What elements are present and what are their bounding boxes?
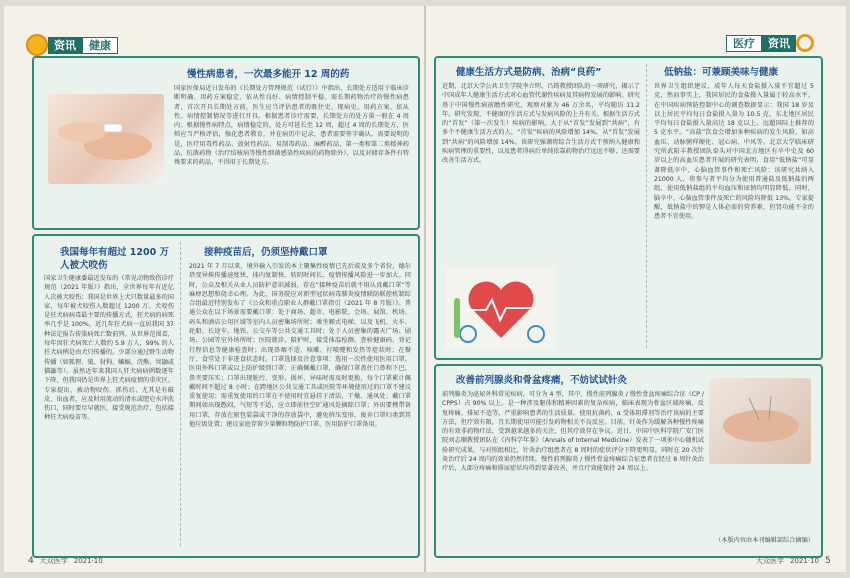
right-issue-date: 2021·10 (790, 557, 819, 565)
article-lifestyle-title: 健康生活方式是防病、治病“良药” (456, 67, 602, 78)
acupuncture-hands-icon (709, 378, 811, 464)
magnifier-icon (796, 34, 814, 52)
photo-hands-medication (48, 94, 164, 184)
article-acupuncture-title: 改善前列腺炎和骨盆疼痛，不妨试试针灸 (456, 375, 628, 386)
heart-fitness-illustration-icon (446, 268, 556, 350)
photo-acupuncture (709, 378, 811, 464)
right-tag-light: 医疗 (726, 35, 762, 52)
article-chronic-title: 慢性病患者，一次最多能开 12 周的药 (187, 69, 350, 80)
editor-credit: （本版内容由本刊编辑部综合摘编） (715, 537, 814, 544)
right-tag-dark: 资讯 (762, 35, 796, 52)
left-issue-date: 2021·10 (73, 557, 103, 565)
right-column-divider (646, 64, 647, 348)
left-header-tags (26, 34, 118, 56)
article-acupuncture-body: 前列腺炎为泌尿外科常见疾病，可分为 4 型，其中，慢性前列腺炎 / 慢性骨盆疼痛综合征（CP / CPPS）占 90% 以上。是一种涉及躯体和精神因素的复杂疾病，临床表现为骨盆区域疼痛、反复疼痛、排尿不适等，严重影响患者的生活质量。使用抗菌药、α 受体阻滞剂等治疗该病的主要方法，但疗效有限，且长期使用可能引发药物相关不良反应。目前，针灸作为缓解各种慢性疼痛的有效非药物疗法，受到越来越多的关注，但其疗效存在争议。近日，中国中医科学院广安门医院刘志顺教授团队在《内科学年鉴》（Annals of Internal Medicine）发表了一项多中心随机试验研究成果，与对照组相比，针灸治疗组患者在 8 周时的症状评分下降更明显，同时在 20 次针灸治疗后 24 周内的效果仍然持续。慢性前列腺炎 / 慢性骨盆疼痛综合征患者在经过 8 周针灸治疗后，大部分疼痛和排尿症状均得到显著改善，并且疗效能保持 24 周以上。 (442, 391, 704, 473)
lightbulb-icon (26, 34, 48, 56)
left-tag-dark: 资讯 (48, 37, 82, 54)
right-magazine-name: 大众医学 (756, 557, 784, 565)
article-mask-title: 接种疫苗后，仍须坚持戴口罩 (204, 247, 328, 258)
left-tag-light: 健康 (82, 37, 118, 54)
health-illustration (446, 268, 556, 350)
right-page (426, 6, 846, 572)
article-dog-bite-body: 国家卫生健康委最近发布的《常见动物致伤诊疗规范（2021 年版）》指出，全世界每年有近亿人次被犬咬伤；我国是世界上犬只数量最多的国家，每年被犬咬伤人数超过 1200 万。犬咬伤是狂犬病病毒最主要的传播方式，狂犬病的病死率几乎是 100%，近几年狂犬病一直居我国 37 种法定报告传染病死亡数前列。从世界范围看，每年因狂犬病死亡人数约 5.9 万人，99% 的人狂犬病例是由犬只传播的。少部分通过野生动物传播（如狐狸、狼、豺狗、蝙蝠、浣熊、臭鼬或猫鼬等）。虽然近年来我国人狂犬病病例数逐年下降，但我国仍是世界上狂犬病疫情的重灾区。专家提出，被动物咬伤、抓伤后，尤其是有破皮、出血者，应及时用流动的清水或肥皂水冲洗伤口，同时要尽早就医，接受规范治疗，包括接种狂犬病疫苗等。 (44, 275, 174, 422)
left-magazine-name: 大众医学 (39, 557, 68, 565)
article-chronic-body-a: 国家医保局近日发布的《长期处方管理规范（试行）》中指出，长期处方适用于临床诊断明确、用药方案稳定、依从性良好、病情控制平稳、需长期药物治疗的慢性病患者，首次开具长期处方前，医生应当评估患者的既往史、现病史、用药方案、依从性、病情控制情况等进行开具。根据患者诊疗需要，长期处方的处方量一般在 4 周内；根据慢性病特点，病情稳定的，处方可延长至 12 周，超过 4 周的长期处方，医师应当严格评估，强化患者教育，并在病历中记录，患者需要签字确认。需要说明的是，医疗用毒性药品、放射性药品、易制毒药品、麻醉药品、第一类和第二类精神药品，抗菌药物（治疗结核病等慢性细菌感染性疾病的药物除外），以及对储存条件有特殊要求的药品，不得用于长期处方。 (174, 85, 409, 167)
left-page (4, 6, 424, 572)
article-dog-bite-title: 我国每年有超过 1200 万人被犬咬伤 (60, 247, 170, 271)
article-low-sodium-body: 世界卫生组织建议，成年人每天食盐摄入量不宜超过 5 克，然而事实上，我国居民的食盐摄入量属于较高水平。在中国疾病预防控制中心的调查数据显示：我国 18 岁及以上居民平均每日食盐摄入量为 10.5 克，东北地区居民平均每日食盐摄入量高达 18 克以上。远超国际上推荐的 5 克水平。“高盐”饮食会增加多种疾病的发生风险，如高血压、动脉粥样硬化、冠心病、中风等。北京大学临床研究所武阳丰教授团队牵头对中国北方地区有卒中史及 60 岁以上的高血压患者开展的研究表明，食用“低钠盐”可显著降低卒中、心脑血管事件和死亡风险：该研究共纳入 21000 人，将参与者平均分为使用普通盐及低钠盐的两组，使用低钠盐组的平均血压和尿钠均明显降低。同时，脑卒中、心脑血管事件及死亡的风险均降低 13%。专家提醒，低钠盐中的钾是人体必需的营养素，但肾功能不全的患者不宜使用。 (654, 83, 814, 221)
article-mask-body: 2021 年 7 月以来，境外输入引发的本土聚集性疫情已先后波及多个省份，德尔塔变异株传播速度快、体内复制快、转阴时间长，疫情传播风险进一步加大。同时，公众及相关从业人员防护意识减弱，存在“接种疫苗后就不用认真戴口罩”等麻痹思想和侥幸心理。为此，国务院应对新型冠状病毒肺炎疫情联防联控机制综合组最近特别发布了《公众和重点职业人群戴口罩指引（2021 年 8 月版）》。普通公众在以下场景需要戴口罩：处于商场、超市、电影院、会场、展馆、机场、码头和酒店公用区域等室内人员密集场所时；乘坐厢式电梯、以及飞机、火车、轮船、长途车、地铁、公交车等公共交通工具时；处于人员密集的露天广场、剧场、公园等室外场所时；医院就诊、陪护时，接受体温检测、查验健康码、登记行程信息等健康检查时；出现鼻咽不适、咳嗽、打喷嚏和发热等症状时；在餐厅、食堂处于非进食状态时。口罩选择及注意事项：选用一次性使用医用口罩、医用外科口罩或以上防护级别口罩；正确佩戴口罩，确保口罩盖住口鼻和下巴，鼻夹要压实；口罩出现脏污、变形、损坏、异味时需及时更换，每个口罩累计佩戴时间不超过 8 小时；在跨地区公共交通工具或医院等环境使用过的口罩不建议重复使用；需重复使用的口罩在不使用时宜悬挂于清洁、干燥、通风处；戴口罩期间如出现憋闷、气短等不适，应立即前往空旷通风处摘除口罩；外出要携带备用口罩，存放在原包装袋或干净的存放袋中，避免挤压变形，废弃口罩归类到其他垃圾处置；建议家庭存留少量颗粒物防护口罩、医用防护口罩备用。 (189, 263, 411, 429)
article-chronic-body-b (42, 186, 408, 223)
article-low-sodium-title: 低钠盐：可兼顾美味与健康 (664, 67, 779, 78)
hand-illustration-icon (48, 94, 164, 184)
right-footer (756, 556, 831, 566)
column-divider (180, 242, 181, 546)
right-page-number: 5 (824, 556, 831, 566)
left-footer (28, 556, 103, 566)
right-header-tags (726, 34, 814, 52)
article-lifestyle-body: 近期，北京大学公共卫生学院李立明、吕筠教授团队的一项研究，揭示了中国成年人健康生活方式对心血管代谢性疾病及其病程发展的影响。研究基于中国慢性病前瞻性研究，观察对象为 46 万余名，平均随访 11.2 年。研究发现，不健康的生活方式与发病风险的上升有关。根据生活方式的“首发”（第一次发生）疾病的影响，大于从“首发”发展到“共病”，有多个不健康生活方式的人，“首发”疾病的风险增加 14%，从“首发”发展到“共病”的风险增加 14%。该研究强调将综合生活方式干预纳入健康和疾病管理的重要性，以及患者得病后单纯依靠药物治疗远远不够，还需要改善生活方式。 (442, 83, 640, 165)
left-page-number: 4 (28, 556, 34, 566)
